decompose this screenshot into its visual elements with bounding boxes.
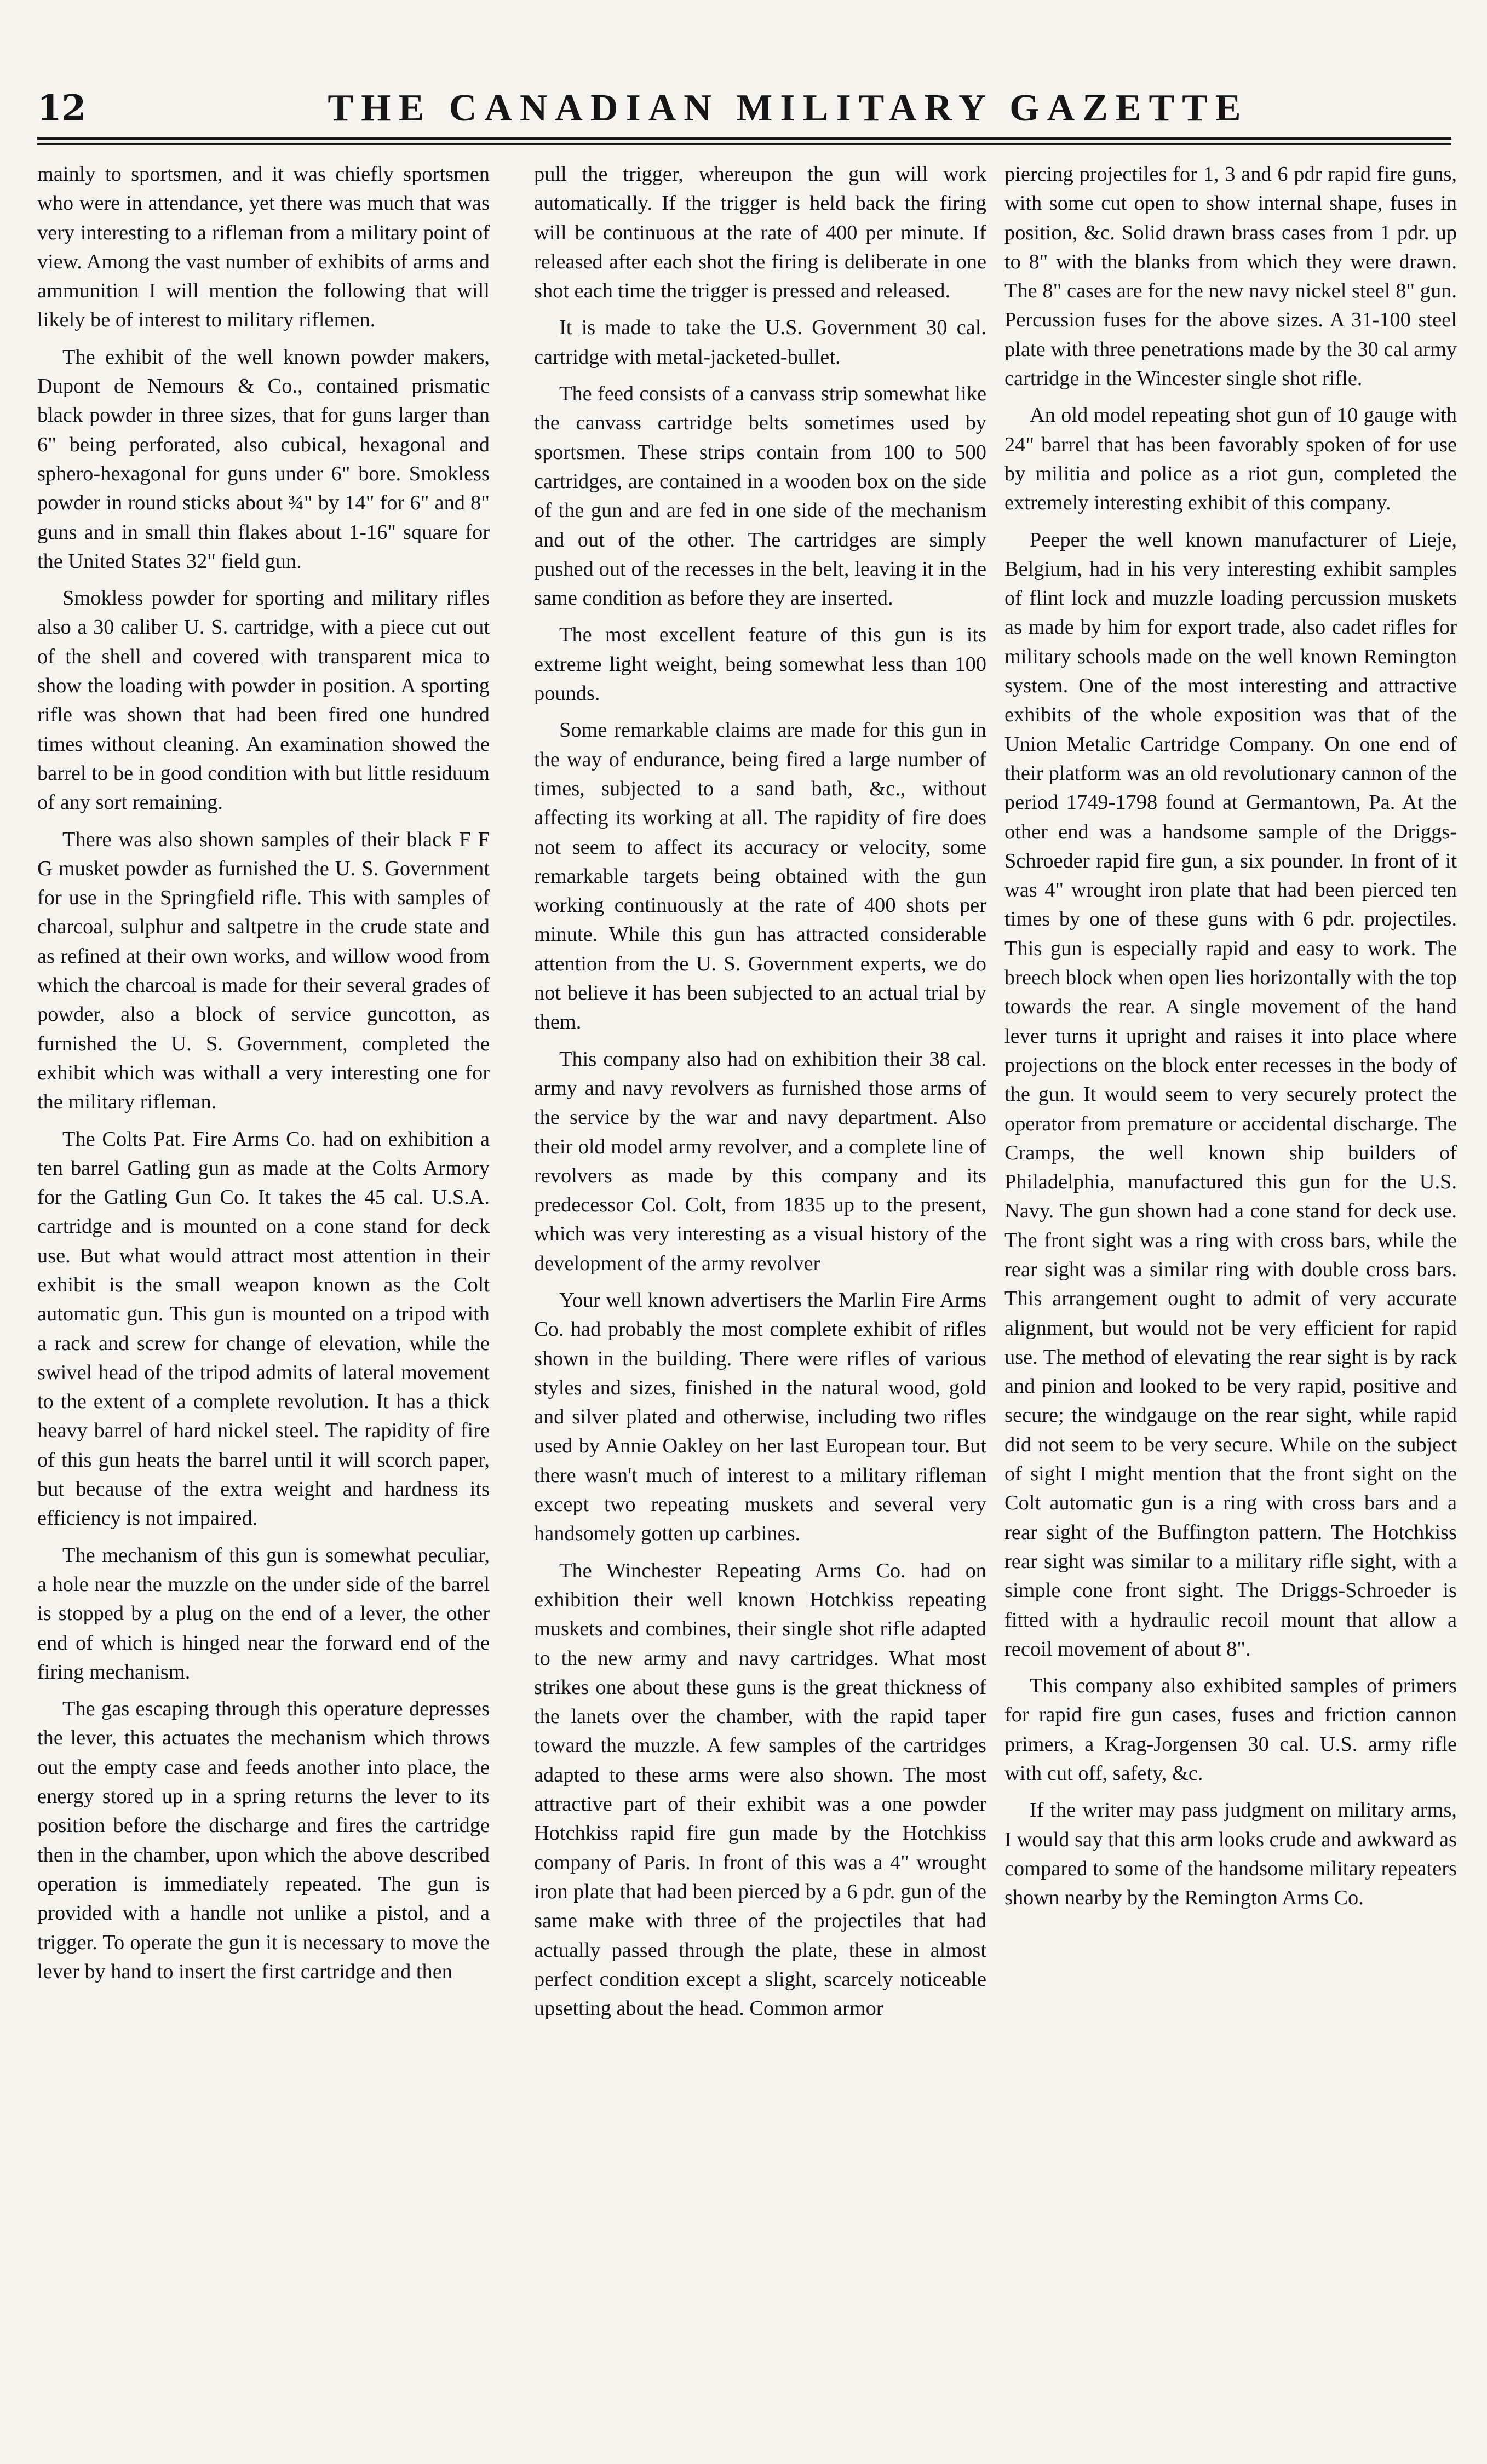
paragraph: The gas escaping through this operature depresses the lever, this actuates the mechanism which throws out the empty case and feeds another into place, the energy stored up in a spring returns the lever to its position before the discharge and fires the cartridge then in the chamber, upon which the above described operation is immediately repeated. The gun is provided with a handle not unlike a pistol, and a trigger. To operate the gun it is necessary to move the lever by hand to insert the first cartridge and then — [37, 1697, 490, 1983]
paragraph: The Winchester Repeating Arms Co. had on exhibition their well known Hotchkiss repeating muskets and combines, their single shot rifle adapted to the new army and navy cartridges. What most strikes one about these guns is the great thickness of the lanets over the chamber, with the rapid taper toward the muzzle. A few samples of the cartridges adapted to these arms were also shown. The most attractive part of their exhibit was a one powder Hotchkiss rapid fire gun made by the Hotchkiss company of Paris. In front of this was a 4" wrought iron plate that had been pierced by a 6 pdr. gun of the same make with three of the projectiles that had actually passed through the plate, these in almost perfect condition except a slight, scarcely noticeable upsetting about the head. Common armor — [534, 1559, 986, 2020]
paragraph: The exhibit of the well known powder makers, Dupont de Nemours & Co., contained prismatic black powder in three sizes, that for guns larger than 6" being perforated, also cubical, hexagonal and sphero-hexagonal for guns under 6" bore. Smokless powder in round sticks about ¾" by 14" for 6" and 8" guns and in small thin flakes about 1-16" square for the United States 32" field gun. — [37, 345, 490, 573]
paragraph: mainly to sportsmen, and it was chiefly sportsmen who were in attendance, yet there was much that was very interesting to a rifleman from a military point of view. Among the vast number of exhibits of arms and ammunition I will mention the following that will likely be of interest to military riflemen. — [37, 163, 490, 332]
paragraph: The mechanism of this gun is somewhat peculiar, a hole near the muzzle on the under side of the barrel is stopped by a plug on the end of a lever, the other end of which is hinged near the forward end of the firing mechanism. — [37, 1543, 490, 1684]
page-header — [37, 82, 1451, 142]
newspaper-title: THE CANADIAN MILITARY GAZETTE — [328, 87, 1249, 129]
column-2 — [534, 160, 986, 2446]
column-1 — [37, 160, 490, 2446]
paragraph: There was also shown samples of their black F F G musket powder as furnished the U. S. Government for use in the Springfield rifle. This with samples of charcoal, sulphur and saltpetre in the crude state and as refined at their own works, and willow wood from which the charcoal is made for their several grades of powder, also a block of service guncotton, as furnished the U. S. Government, completed the exhibit which was withall a very interesting one for the military rifleman. — [37, 828, 490, 1114]
paragraph: Some remarkable claims are made for this gun in the way of endurance, being fired a large number of times, subjected to a sand bath, &c., without affecting its working at all. The rapidity of fire does not seem to affect its accuracy or velocity, some remarkable targets being obtained with the gun working continuously at the rate of 400 shots per minute. While this gun has attracted considerable attention from the U. S. Government experts, we do not believe it has been subjected to an actual trial by them. — [534, 719, 986, 1034]
paragraph: Smokless powder for sporting and military rifles also a 30 caliber U. S. cartridge, with a piece cut out of the shell and covered with transparent mica to show the loading with powder in position. A sporting rifle was shown that had been fired one hundred times without cleaning. An examination showed the barrel to be in good condition with but little residuum of any sort remaining. — [37, 587, 490, 814]
paragraph: This company also exhibited samples of primers for rapid fire gun cases, fuses and friction cannon primers, a Krag-Jorgensen 30 cal. U.S. army rifle with cut off, safety, &c. — [1004, 1674, 1457, 1785]
column-3 — [1004, 160, 1457, 2446]
paragraph: The most excellent feature of this gun is its extreme light weight, being somewhat less than 100 pounds. — [534, 623, 986, 705]
paragraph: piercing projectiles for 1, 3 and 6 pdr rapid fire guns, with some cut open to show internal shape, fuses in position, &c. Solid drawn brass cases from 1 pdr. up to 8" with the blanks from which they were drawn. The 8" cases are for the new navy nickel steel 8" gun. Percussion fuses for the above sizes. A 31-100 steel plate with three penetrations made by the 30 cal army cartridge in the Wincester single shot rifle. — [1004, 163, 1457, 390]
header-rule-thin — [37, 143, 1451, 145]
paragraph: pull the trigger, whereupon the gun will work automatically. If the trigger is held back the firing will be continuous at the rate of 400 per minute. If released after each shot the firing is deliberate in one shot each time the trigger is pressed and released. — [534, 163, 986, 303]
paragraph: The feed consists of a canvass strip somewhat like the canvass cartridge belts sometimes used by sportsmen. These strips contain from 100 to 500 cartridges, are contained in a wooden box on the side of the gun and are fed in one side of the mechanism and out of the other. The cartridges are simply pushed out of the recesses in the belt, leaving it in the same condition as before they are inserted. — [534, 382, 986, 610]
header-rule-thick — [37, 137, 1451, 140]
paragraph: Peeper the well known manufacturer of Lieje, Belgium, had in his very interesting exhibit samples of flint lock and muzzle loading percussion muskets as made by him for export trade, also cadet rifles for military schools made on the well known Remington system. One of the most interesting and attractive exhibits of the whole exposition was that of the Union Metalic Cartridge Company. On one end of their platform was an old revolutionary cannon of the period 1749-1798 found at Germantown, Pa. At the other end was a handsome sample of the Driggs-Schroeder rapid fire gun, a six pounder. In front of it was 4" wrought iron plate that had been pierced ten times by one of these guns with 6 pdr. projectiles. This gun is especially rapid and easy to work. The breech block when open lies horizontally with the top towards the rear. A single movement of the hand lever turns it upright and raises it into place where projections on the block enter recesses in the body of the gun. It would seem to very securely protect the operator from premature or accidental discharge. The Cramps, the well known ship builders of Philadelphia, manufactured this gun for the U.S. Navy. The gun shown had a cone stand for deck use. The front sight was a ring with cross bars, while the rear sight was a similar ring with double cross bars. This arrangement ought to admit of very accurate alignment, but would not be very efficient for rapid use. The method of elevating the rear sight is by rack and pinion and looked to be very rapid, positive and secure; the windgauge on the rear sight, while rapid did not seem to be very secure. While on the subject of sight I might mention that the front sight on the Colt automatic gun is a ring with cross bars and a rear sight of the Buffington pattern. The Hotchkiss rear sight was similar to a military rifle sight, with a simple cone front sight. The Driggs-Schroeder is fitted with a hydraulic recoil mount that allow a recoil movement of about 8". — [1004, 528, 1457, 1661]
page-number: 12 — [37, 88, 87, 129]
paragraph: An old model repeating shot gun of 10 gauge with 24" barrel that has been favorably spoken of for use by militia and police as a riot gun, completed the extremely interesting exhibit of this company. — [1004, 404, 1457, 515]
paragraph: This company also had on exhibition their 38 cal. army and navy revolvers as furnished those arms of the service by the war and navy department. Also their old model army revolver, and a complete line of revolvers as made by this company and its predecessor Col. Colt, from 1835 up to the present, which was very interesting as a visual history of the development of the army revolver — [534, 1047, 986, 1275]
paragraph: It is made to take the U.S. Government 30 cal. cartridge with metal-jacketed-bullet. — [534, 316, 986, 369]
paragraph: The Colts Pat. Fire Arms Co. had on exhibition a ten barrel Gatling gun as made at the Colts Armory for the Gatling Gun Co. It takes the 45 cal. U.S.A. cartridge and is mounted on a cone stand for deck use. But what would attract most attention in their exhibit is the small weapon known as the Colt automatic gun. This gun is mounted on a tripod with a rack and screw for change of elevation, while the swivel head of the tripod admits of lateral movement to the extent of a complete revolution. It has a thick heavy barrel of hard nickel steel. The rapidity of fire of this gun heats the barrel until it will scorch paper, but because of the extra weight and hardness its efficiency is not impaired. — [37, 1127, 490, 1530]
paragraph: Your well known advertisers the Marlin Fire Arms Co. had probably the most complete exhibit of rifles shown in the building. There were rifles of various styles and sizes, finished in the natural wood, gold and silver plated and otherwise, including two rifles used by Annie Oakley on her last European tour. But there wasn't much of interest to a military rifleman except two repeating muskets and several very handsomely gotten up carbines. — [534, 1288, 986, 1546]
paragraph: If the writer may pass judgment on military arms, I would say that this arm looks crude and awkward as compared to some of the handsome military repeaters shown nearby by the Remington Arms Co. — [1004, 1799, 1457, 1910]
